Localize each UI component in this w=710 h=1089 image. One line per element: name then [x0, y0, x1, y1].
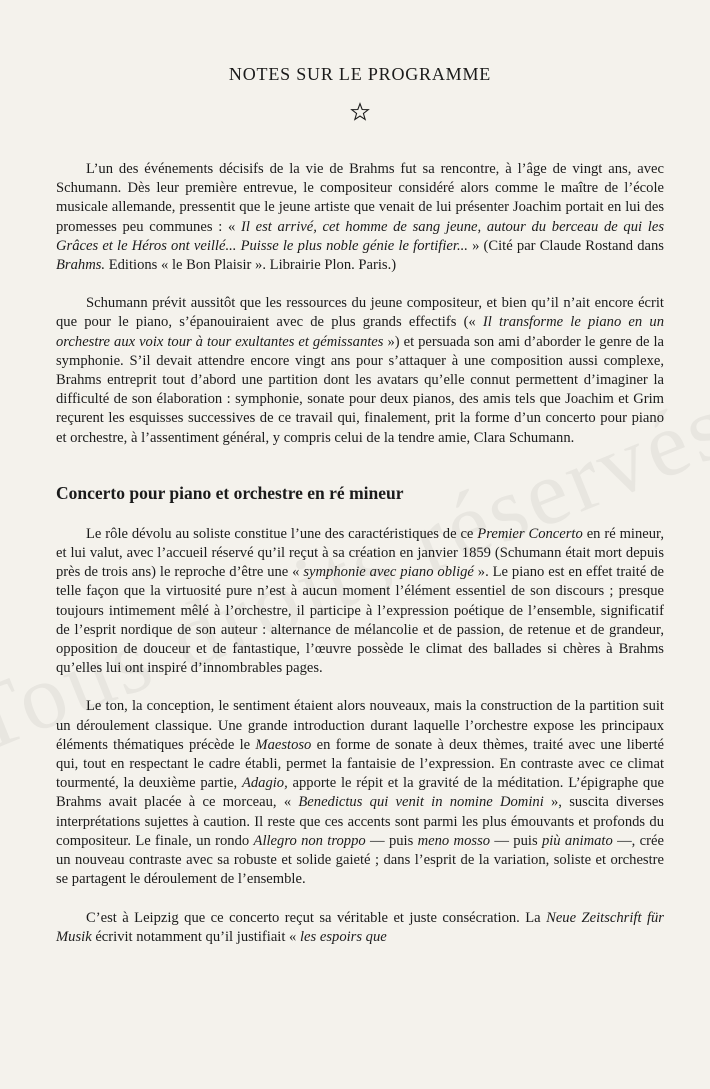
text-run: en ré mineur, et lui valut, avec l’accueil réservé qu’il reçut à sa création en janvier 1859 (Schumann était mort depuis près de trois ans) le reproche d’être une « — [56, 525, 664, 581]
italic-text-run: Il est arrivé, cet homme de sang jeune, autour du berceau de qui les Grâces et le Héros ont veillé... Puisse le plus noble génie le fortifier... — [56, 218, 665, 254]
text-run: L’un des événements décisifs de la vie de Brahms fut sa rencontre, à l’âge de vingt ans, avec Schumann. Dès leur première entrevue, le compositeur considéré alors comme le maître de l’école musicale allemande, pressentit que le jeune artiste que venait de lui présenter Joachim portait en lui des promesses peu communes : « — [56, 161, 664, 235]
text-run: apporte le répit et la gravité de la méditation. L’épigraphe que Brahms avait placée à ce morceau, « — [56, 775, 664, 811]
text-run: Schumann prévit aussitôt que les ressources du jeune compositeur, et bien qu’il n’ait encore écrit que pour le piano, s’épanouiraient avec de plus grands effectifs (« — [56, 295, 664, 331]
star-outline-icon — [56, 102, 664, 124]
italic-text-run: Allegro non troppo — [253, 832, 366, 849]
italic-text-run: Brahms. — [56, 257, 106, 274]
text-run: » (Cité par Claude Rostand dans — [467, 237, 664, 254]
italic-text-run: Premier Concerto — [477, 525, 583, 542]
section-heading: Concerto pour piano et orchestre en ré mineur — [56, 482, 404, 503]
text-run: écrivit notamment qu’il justifiait « — [91, 928, 300, 945]
italic-text-run: Benedictus qui venit in nomine Domini — [298, 794, 544, 811]
page-title: NOTES SUR LE PROGRAMME — [228, 64, 492, 84]
intro-paragraph-1 — [56, 160, 664, 275]
italic-text-run: più animato — [541, 832, 613, 849]
section-paragraph-2 — [56, 697, 664, 889]
italic-text-run: symphonie avec piano obligé — [303, 564, 474, 581]
text-run: ». Le piano est en effet traité de telle façon que la virtuosité pure n’est à aucun moment l’élément essentiel de son discours ; presque toujours intimement mêlé à l’orchestre, il participe à l’expression poétique de l’ensemble, significatif de l’esprit nordique de son auteur : alternance de mélancolie et de passion, de retenue et de grandeur, opposition de douceur et de fantastique, l’œuvre possède le climat des ballades si chères à Brahms qu’elles lui ont inspiré d’innombrables pages. — [56, 564, 665, 677]
text-run: en forme de sonate à deux thèmes, traité avec une liberté qui, tout en respectant le cadre établi, permet la fantaisie de l’expression. En contraste avec ce climat tourmenté, la deuxième partie, — [56, 736, 664, 792]
text-run: », suscita diverses interprétations sujettes à caution. Il reste que ces accents sont parmi les plus émouvants et profonds du compositeur. Le finale, un rondo — [56, 794, 664, 849]
text-run: — puis — [365, 832, 418, 849]
text-run: Le rôle dévolu au soliste constitue l’une des caractéristiques de ce — [86, 525, 478, 542]
italic-text-run: Il transforme le piano en un orchestre aux voix tour à tour exultantes et gémissantes — [56, 314, 664, 350]
italic-text-run: Adagio, — [241, 775, 288, 792]
italic-text-run: Maestoso — [255, 736, 312, 753]
text-run: Editions « le Bon Plaisir ». Librairie Plon. Paris.) — [105, 257, 397, 274]
italic-text-run: meno mosso — [417, 832, 491, 849]
intro-paragraph-2 — [56, 294, 664, 448]
text-run: — puis — [490, 832, 542, 849]
italic-text-run: Neue Zeitschrift für Musik — [56, 909, 664, 945]
italic-text-run: les espoirs que — [300, 928, 387, 945]
text-run: C’est à Leipzig que ce concerto reçut sa véritable et juste consécration. La — [86, 909, 547, 926]
section-paragraph-1 — [56, 525, 664, 679]
document-page — [56, 62, 664, 966]
text-run: —, crée un nouveau contraste avec sa robuste et solide gaieté ; dans l’esprit de la variation, soliste et orchestre se partagent le déroulement de l’ensemble. — [56, 832, 664, 888]
text-run: ») et persuada son ami d’aborder le genre de la symphonie. S’il devait attendre encore vingt ans pour s’attaquer à une composition aussi complexe, Brahms entreprit tout d’abord une partition dont les avatars qu’elle connut permettent d’imaginer la difficulté de son élaboration : symphonie, sonate pour deux pianos, des amis tels que Joachim et Grim reçurent les esquisses successives de ce travail qui, finalement, prit la forme d’un concerto pour piano et orchestre, à l’assentiment général, y compris celui de la tendre amie, Clara Schumann. — [56, 333, 664, 446]
text-run: Le ton, la conception, le sentiment étaient alors nouveaux, mais la construction de la partition suit un déroulement classique. Une grande introduction durant laquelle l’orchestre expose les principaux éléments thématiques précède le — [56, 698, 664, 753]
section-paragraph-3 — [56, 909, 664, 947]
